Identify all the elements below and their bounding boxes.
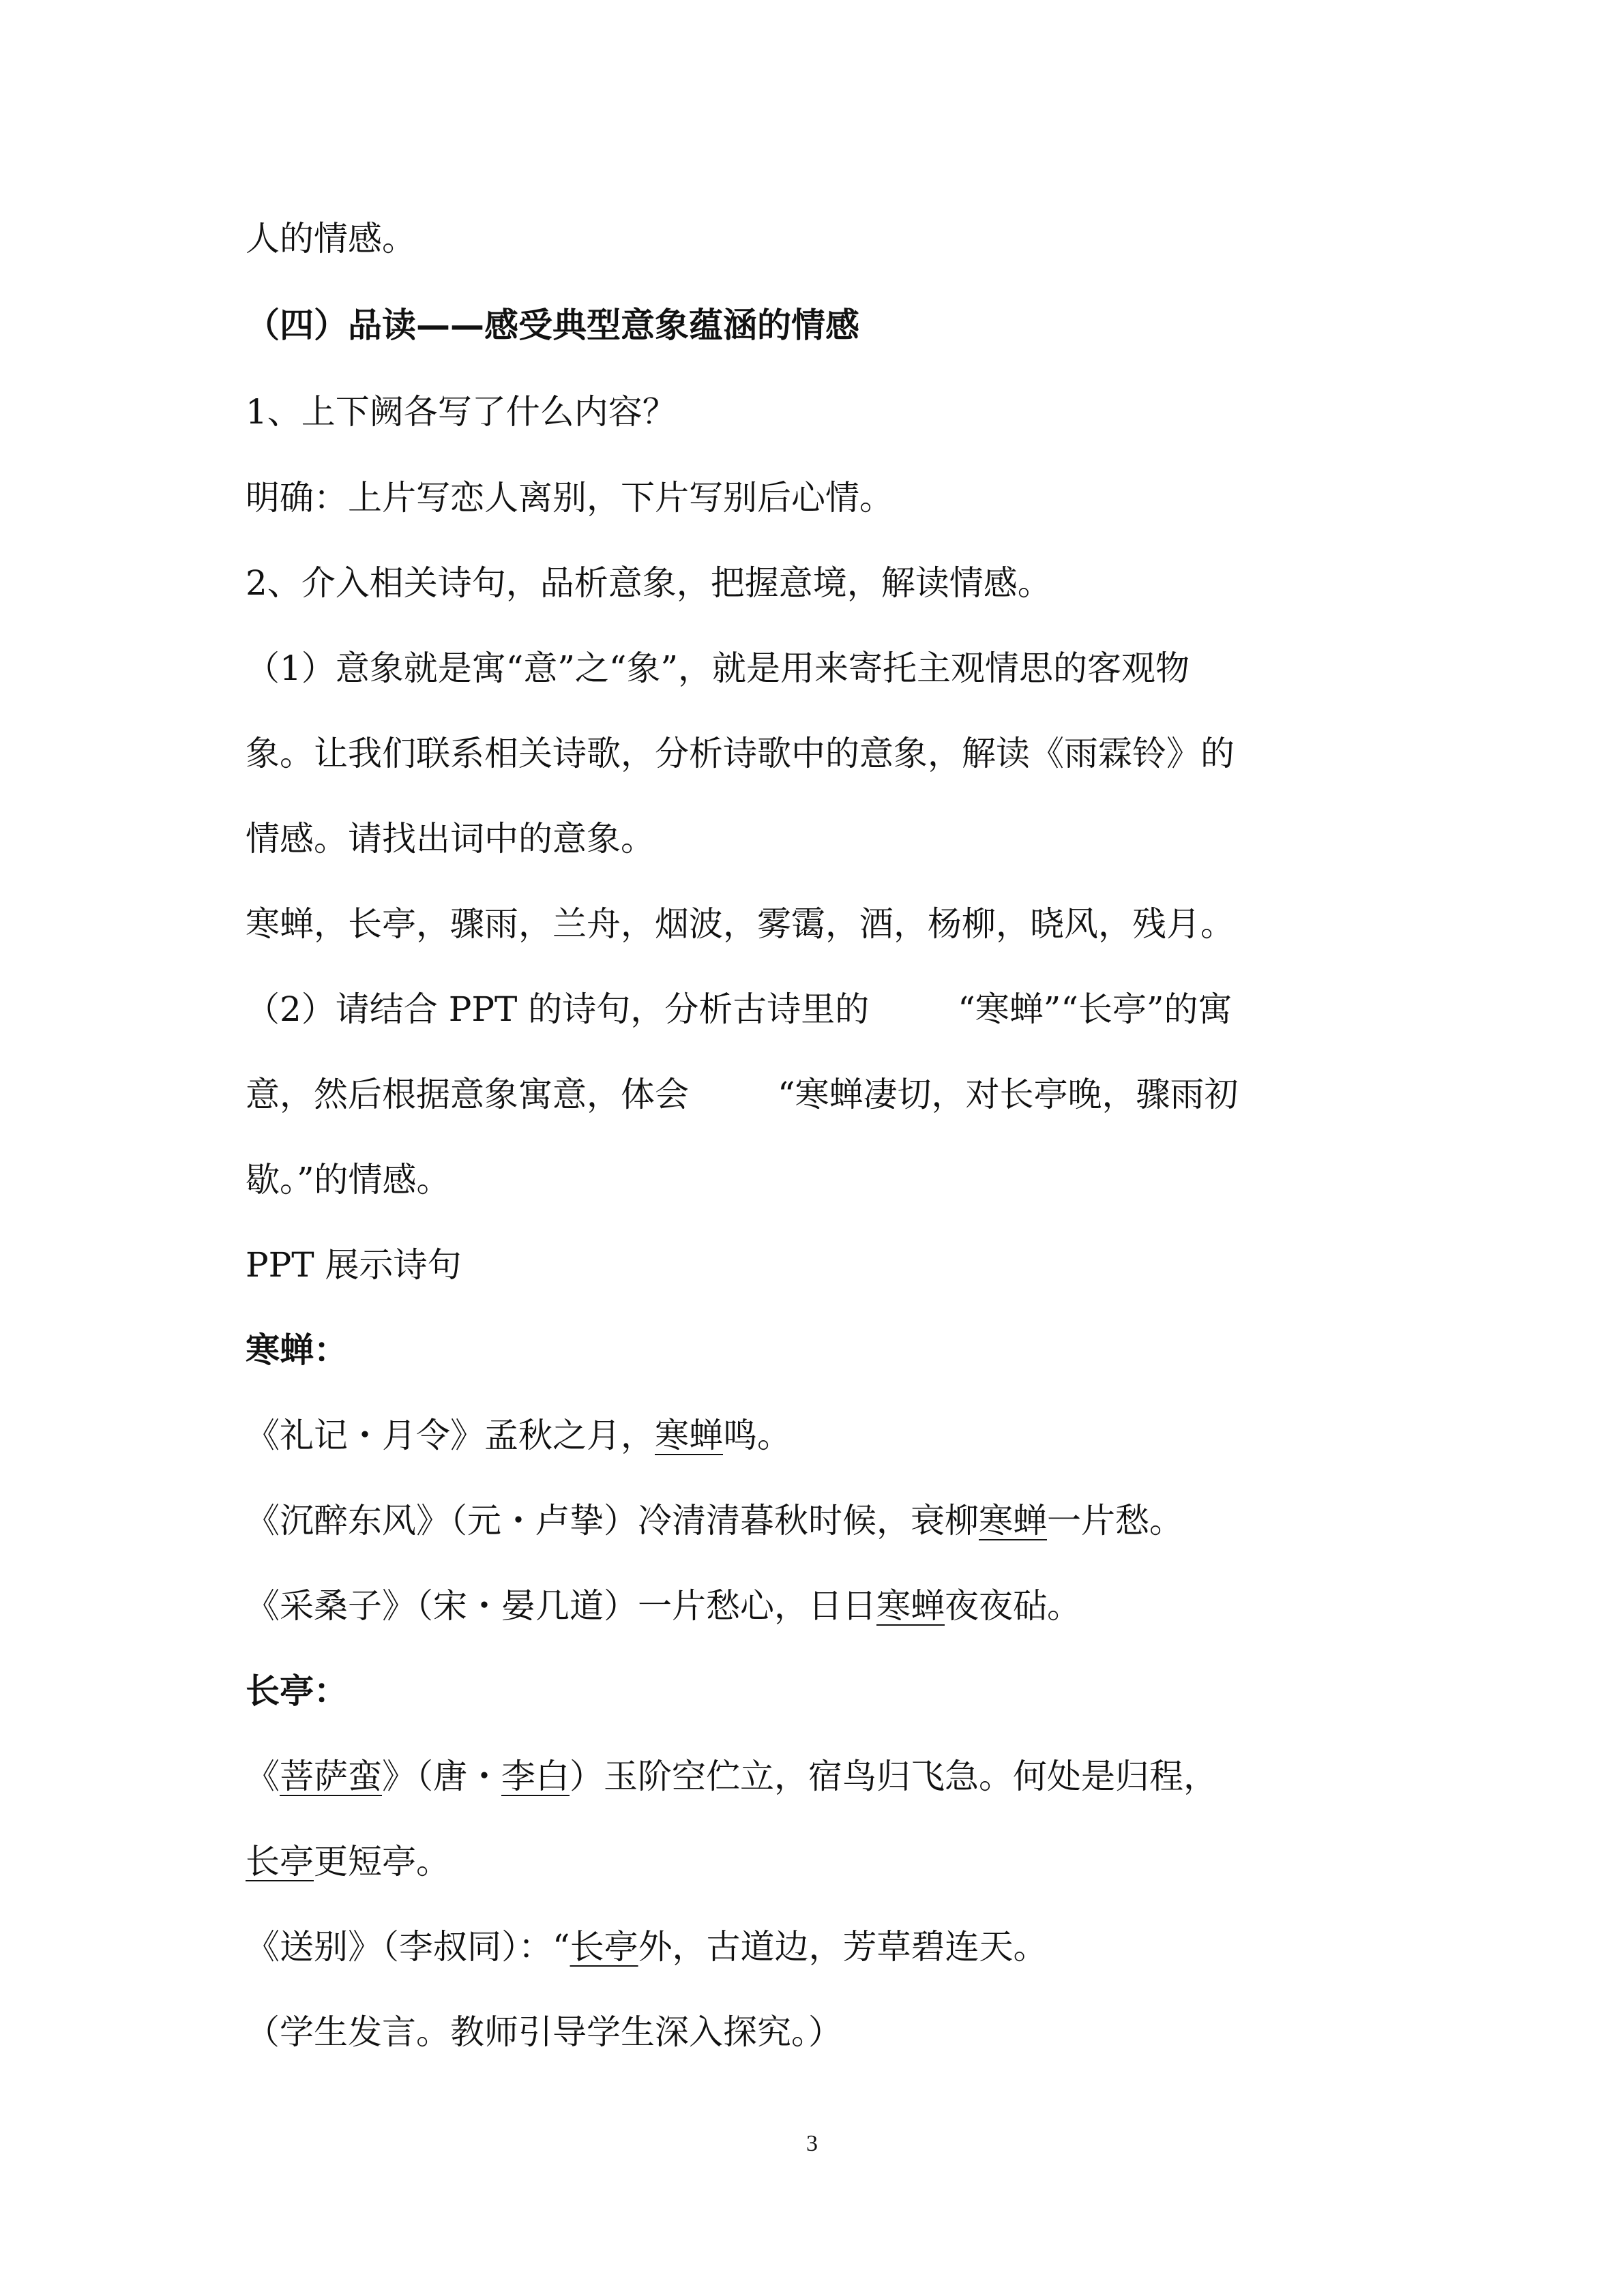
text: 《送别》（李叔同）：“: [246, 1927, 570, 1967]
poem-line: [246, 1757, 1391, 1796]
text: 外，古道边，芳草碧连天。: [638, 1927, 1048, 1967]
text: 明确：上片写恋人离别，下片写别后心情。: [246, 478, 894, 518]
paragraph-line: [246, 736, 1391, 771]
text: 一片愁。: [1047, 1501, 1183, 1540]
paragraph-line: [246, 478, 1391, 518]
question-line: [246, 563, 1391, 603]
heading-text: （四）品读——感受典型意象蕴涵的情感: [246, 305, 859, 345]
subheading-text: 长亭：: [246, 1671, 348, 1711]
text: 意，然后根据意象寓意，体会: [246, 1075, 689, 1114]
text: 《礼记・月令》孟秋之月，: [246, 1416, 655, 1455]
question-line: [246, 392, 1391, 432]
text: 情感。请找出词中的意象。: [246, 819, 655, 859]
text: PPT 展示诗句: [246, 1245, 462, 1285]
text: 夜夜砧。: [945, 1586, 1081, 1626]
underlined-text: 寒蝉: [876, 1586, 945, 1626]
text: ）玉阶空伫立，宿鸟归飞急。何处是归程，: [570, 1757, 1217, 1796]
section-heading: [246, 305, 1391, 345]
text: 1、上下阙各写了什么内容？: [246, 392, 677, 432]
underlined-text: 寒蝉: [979, 1501, 1047, 1540]
poem-line: [246, 1842, 1391, 1881]
paragraph-line: [246, 1245, 1391, 1285]
text: 《沉醉东风》（元・卢挚）冷清清暮秋时候，衰柳: [246, 1501, 979, 1540]
subheading-text: 寒蝉：: [246, 1330, 348, 1370]
subheading: [246, 1330, 1391, 1370]
paragraph-line: [246, 219, 1391, 258]
poem-line: [246, 1416, 1391, 1455]
text: “寒蝉凄切，对长亭晚，骤雨初: [778, 1075, 1239, 1114]
paragraph-line: [246, 819, 1391, 859]
paragraph-line: [246, 989, 1391, 1029]
text: “寒蝉”“长亭”的寓: [958, 989, 1232, 1029]
text: （1）意象就是寓“意”之“象”，就是用来寄托主观情思的客观物: [246, 648, 1190, 688]
text: 象。让我们联系相关诗歌，分析诗歌中的意象，解读《雨霖铃》的: [246, 734, 1235, 773]
poem-line: [246, 1927, 1391, 1967]
text: 《: [246, 1757, 280, 1796]
text: 人的情感。: [246, 219, 416, 258]
paragraph-line: [246, 1160, 1391, 1199]
text: 寒蝉，长亭，骤雨，兰舟，烟波，雾霭，酒，杨柳，晓风，残月。: [246, 904, 1235, 944]
paragraph-line: [246, 648, 1391, 688]
text: （学生发言。教师引导学生深入探究。）: [246, 2012, 842, 2052]
poem-line: [246, 1501, 1391, 1540]
text: （2）请结合 PPT 的诗句，分析古诗里的: [246, 989, 870, 1029]
page-number: 3: [806, 2131, 818, 2156]
underlined-text: 长亭: [570, 1927, 638, 1967]
paragraph-line: [246, 904, 1391, 944]
text: 歇。”的情感。: [246, 1160, 451, 1199]
underlined-text: 李白: [501, 1757, 570, 1796]
text: 更短亭。: [314, 1842, 450, 1881]
paragraph-line: [246, 1077, 1391, 1112]
poem-line: [246, 1586, 1391, 1626]
underlined-text: 菩萨蛮: [280, 1757, 382, 1796]
underlined-text: 寒蝉: [655, 1416, 723, 1455]
text: 》（唐・: [382, 1757, 501, 1796]
subheading: [246, 1671, 1391, 1711]
text: 《采桑子》（宋・晏几道）一片愁心，日日: [246, 1586, 876, 1626]
underlined-text: 长亭: [246, 1842, 314, 1881]
text: 2、介入相关诗句，品析意象，把握意境，解读情感。: [246, 563, 1052, 603]
text: 鸣。: [723, 1416, 791, 1455]
paragraph-line: [246, 2012, 1391, 2052]
